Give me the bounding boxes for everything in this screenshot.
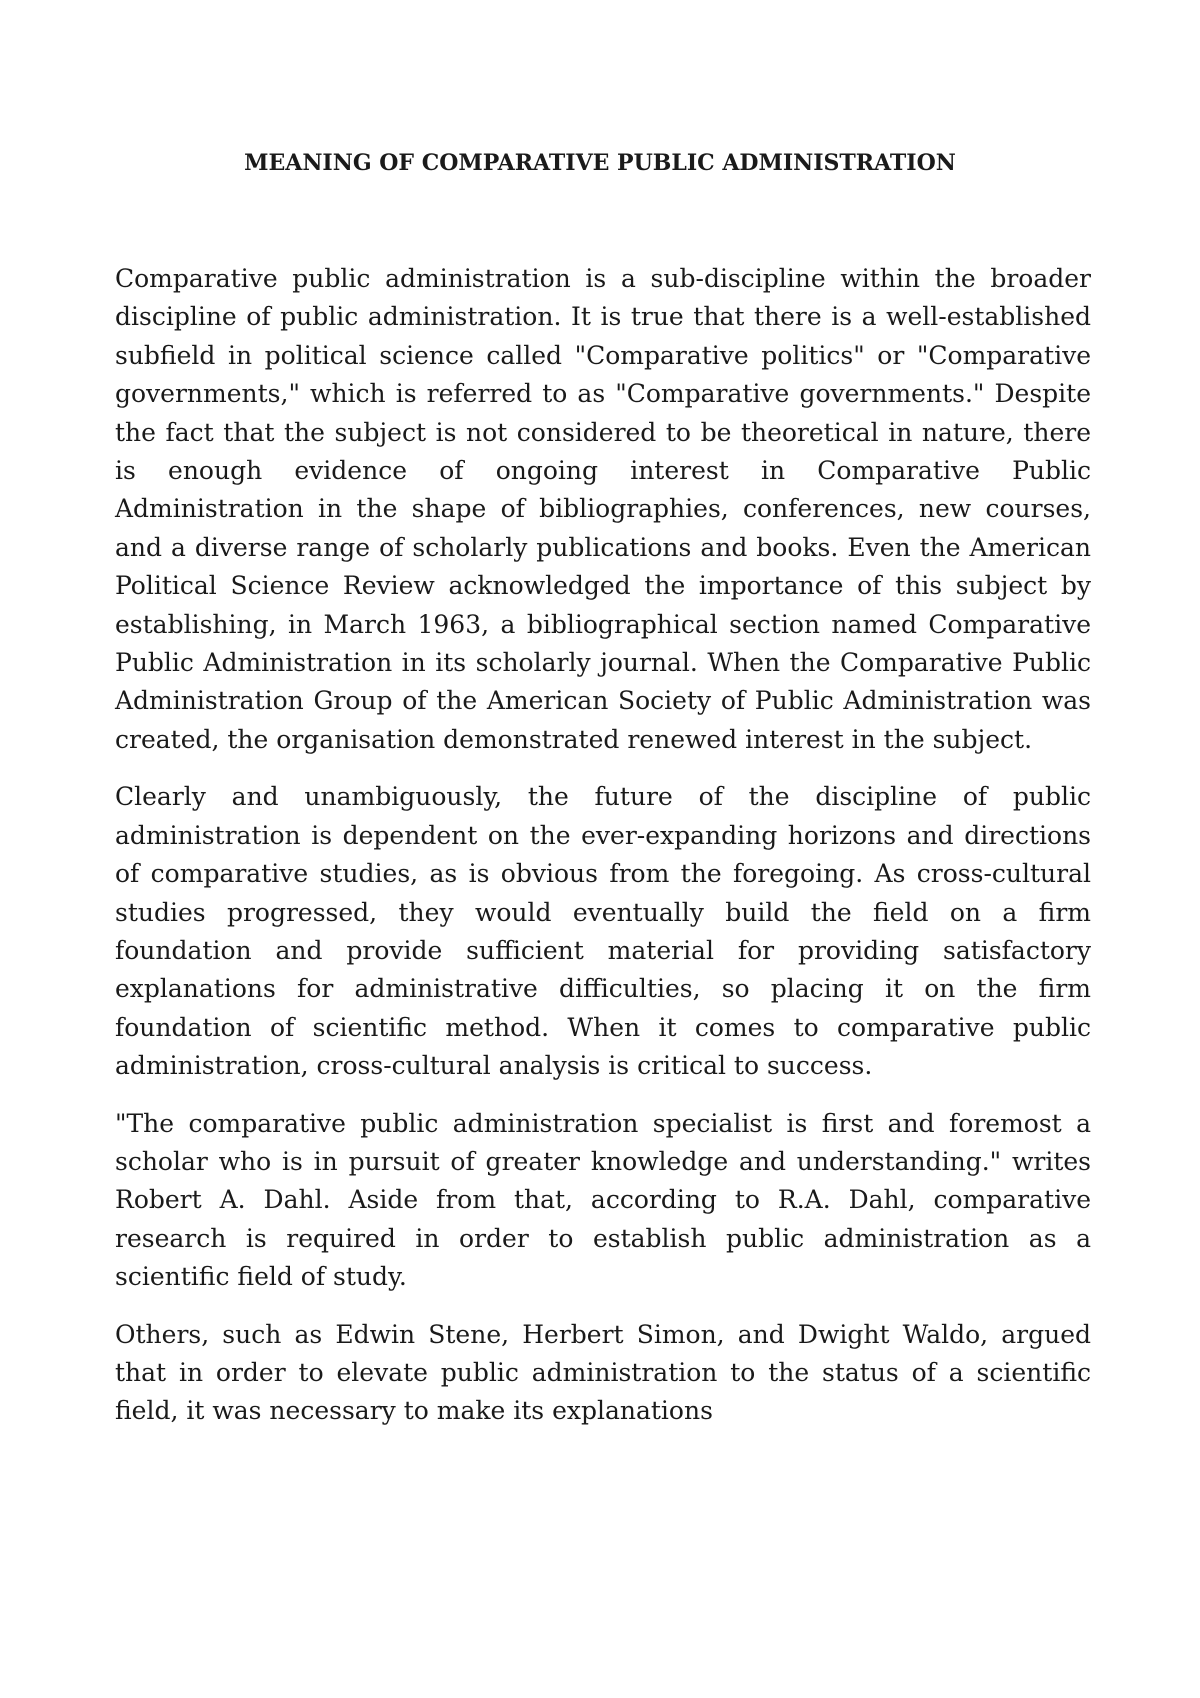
paragraph-3: "The comparative public administration specialist is first and foremost a scholar who is in pursuit of greater knowledge and understanding." writes Robert A. Dahl. Aside from that, according to R.A. Dahl, comparative research is required in order to establish public administration as a scientific field of study. [115, 1108, 1091, 1292]
document-title: MEANING OF COMPARATIVE PUBLIC ADMINISTRATION [244, 150, 956, 176]
paragraph-2: Clearly and unambiguously, the future of the discipline of public administration is dependent on the ever-expanding horizons and directions of comparative studies, as is obvious from the foregoing. As cross-cultural studies progressed, they would eventually build the field on a firm foundation and provide sufficient material for providing satisfactory explanations for administrative difficulties, so placing it on the firm foundation of scientific method. When it comes to comparative public administration, cross-cultural analysis is critical to success. [115, 782, 1091, 1081]
paragraph-1: Comparative public administration is a sub-discipline within the broader discipline of public administration. It is true that there is a well-established subfield in political science called "Comparative politics" or "Comparative governments," which is referred to as "Comparative governments." Despite the fact that the subject is not considered to be theoretical in nature, there is enough evidence of ongoing interest in Comparative Public Administration in the shape of bibliographies, conferences, new courses, and a diverse range of scholarly publications and books. Even the American Political Science Review acknowledged the importance of this subject by establishing, in March 1963, a bibliographical section named Comparative Public Administration in its scholarly journal. When the Comparative Public Administration Group of the American Society of Public Administration was created, the organisation demonstrated renewed interest in the subject. [115, 264, 1091, 754]
paragraph-4: Others, such as Edwin Stene, Herbert Simon, and Dwight Waldo, argued that in order to elevate public administration to the status of a scientific field, it was necessary to make its explanations [115, 1319, 1091, 1426]
document-body [115, 260, 1091, 1450]
